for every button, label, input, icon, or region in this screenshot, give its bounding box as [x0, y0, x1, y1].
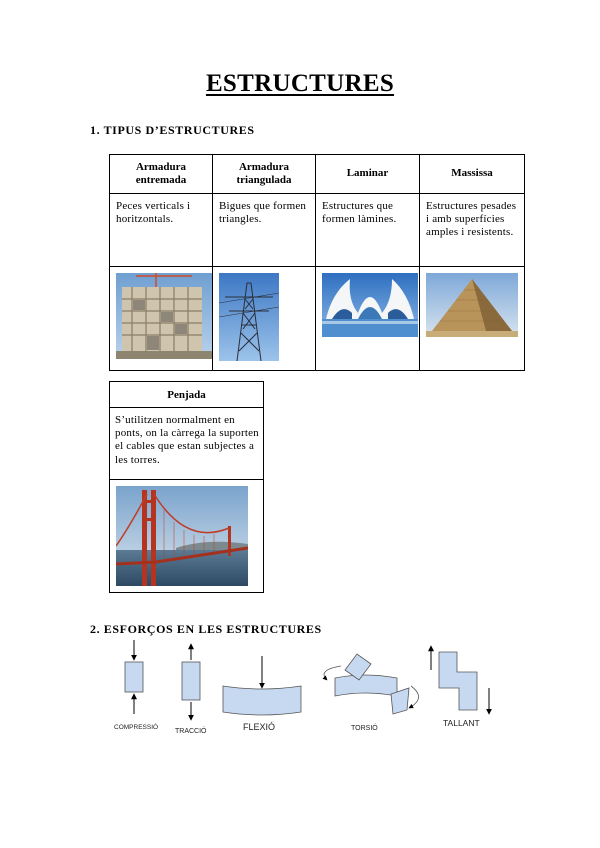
structure-types-table [109, 154, 525, 371]
desc-laminar: Estructures que formen làmines. [316, 194, 420, 267]
header-penjada: Penjada [110, 382, 264, 408]
torsion-diagram [324, 654, 418, 732]
forces-diagram [105, 638, 515, 748]
page-title: ESTRUCTURES [205, 70, 395, 97]
building-frame-photo [116, 273, 212, 359]
section-heading-types: 1. TIPUS D’ESTRUCTURES [90, 123, 255, 137]
pyramid-photo [426, 273, 518, 337]
torsion-label: TORSIÓ [351, 725, 378, 732]
pylon-photo [219, 273, 279, 361]
desc-armadura-entremada: Peces verticals i horitzontals. [110, 194, 213, 267]
desc-massissa: Estructures pesades i amb superfícies amples i resistents. [420, 194, 525, 267]
header-massissa: Massissa [420, 155, 525, 194]
flexion-label: FLEXIÓ [243, 722, 276, 732]
desc-penjada: S’utilitzen normalment en ponts, on la càrrega la suporten el cables que estan subjectes a les torres. [110, 408, 264, 480]
table-description-row [110, 194, 525, 267]
shear-label: TALLANT [443, 718, 480, 728]
hanging-structure-table [109, 381, 264, 593]
traction-diagram [175, 644, 207, 735]
laminar-building-photo [322, 273, 418, 337]
section-heading-forces: 2. ESFORÇOS EN LES ESTRUCTURES [90, 622, 322, 636]
desc-armadura-triangulada: Bigues que formen triangles. [213, 194, 316, 267]
compression-diagram [114, 640, 158, 731]
compression-label: COMPRESSIÓ [114, 724, 159, 731]
table-photo-row [110, 267, 525, 371]
header-armadura-triangulada: Armadura triangulada [213, 155, 316, 194]
flexion-diagram [223, 656, 301, 732]
header-armadura-entremada: Armadura entremada [110, 155, 213, 194]
shear-diagram [431, 646, 489, 728]
table-header-row [110, 155, 525, 194]
header-laminar: Laminar [316, 155, 420, 194]
traction-label: TRACCIÓ [175, 728, 207, 735]
suspension-bridge-photo [116, 486, 248, 586]
